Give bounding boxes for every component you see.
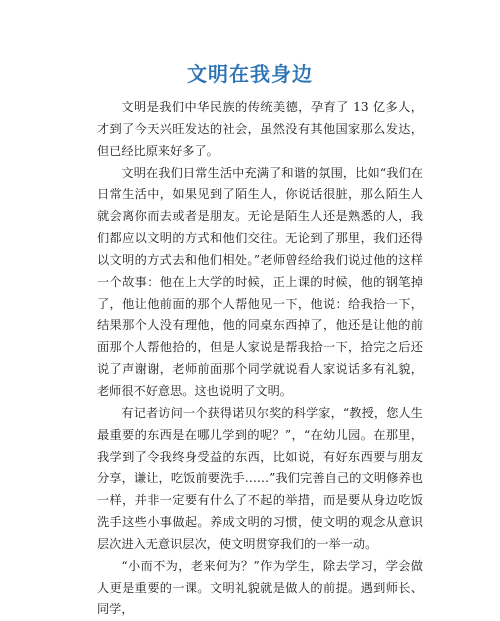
document-body <box>97 97 423 621</box>
paragraph-3: 有记者访问一个获得诺贝尔奖的科学家，“教授，您人生最重要的东西是在哪儿学到的呢？”，“在幼儿园。在那里，我学到了令我终身受益的东西，比如说，有好东西要与朋友分享，谦让，吃饭前要洗手……”我们完善自己的文明修养也一样，并非一定要有什么了不起的举措，而是要从身边吃饭洗手这些小事做起。养成文明的习惯，使文明的观念从意识层次进入无意识层次，使文明贯穿我们的一举一动。 <box>97 405 423 551</box>
paragraph-4: “小而不为，老来何为？”作为学生，除去学习，学会做人更是重要的一课。文明礼貌就是做人的前提。遇到师长、同学， <box>97 558 423 617</box>
paragraph-2: 文明在我们日常生活中充满了和谐的氛围，比如“我们在日常生活中，如果见到了陌生人，你说话很脏，那么陌生人就会离你而去或者是朋友。无论是陌生人还是熟悉的人，我们都应以文明的方式和他们交往。无论到了那里，我们还得以文明的方式去和他们相处。”老师曾经给我们说过他的这样一个故事：他在上大学的时候，正上课的时候，他的钢笔掉了，他让他前面的那个人帮他见一下，他说：给我拾一下，结果那个人没有理他，他的同桌东西掉了，他还是让他的前面那个人帮他拾的，但是人家说是帮我拾一下，拾完之后还说了声谢谢，老师前面那个同学就说看人家说话多有礼貌，老师很不好意思。这也说明了文明。 <box>97 165 423 398</box>
document-title: 文明在我身边 <box>187 62 313 86</box>
paragraph-1: 文明是我们中华民族的传统美德，孕育了 13 亿多人，才到了今天兴旺发达的社会，虽然没有其他国家那么发达，但已经比原来好多了。 <box>97 100 423 158</box>
